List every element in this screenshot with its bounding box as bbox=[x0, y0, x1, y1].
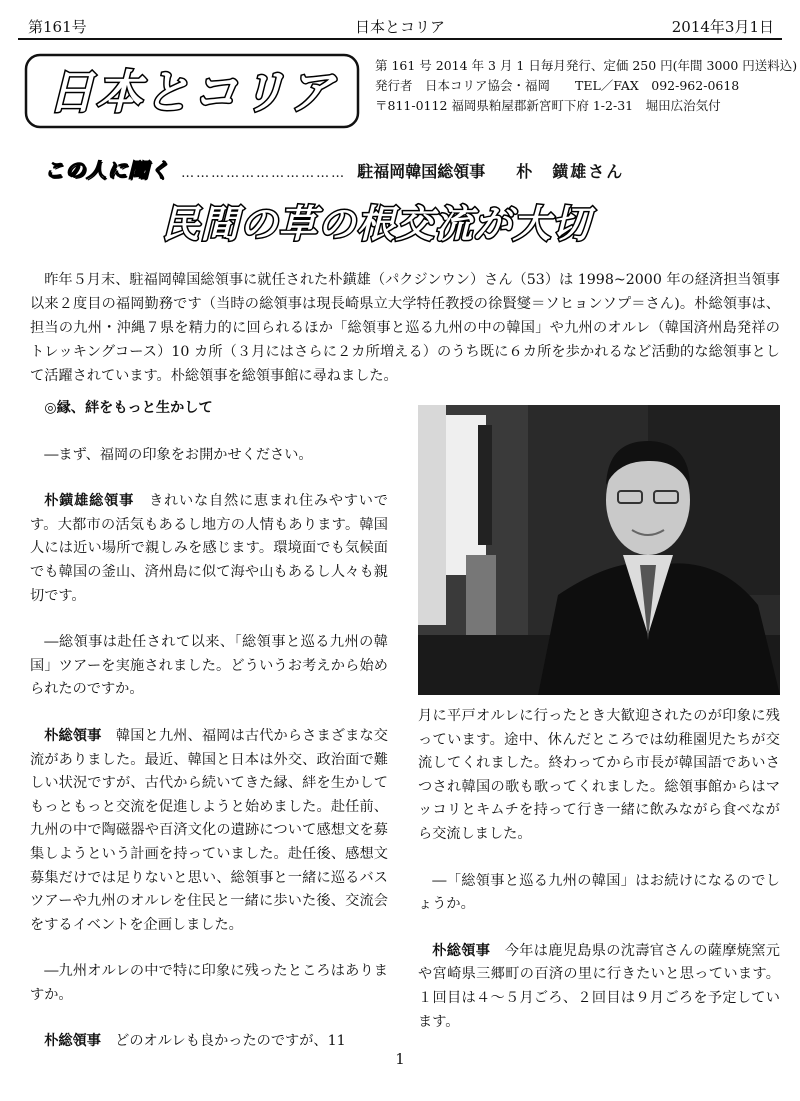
masthead-info bbox=[375, 56, 797, 116]
left-column bbox=[30, 397, 388, 1054]
lead-paragraph: 昨年５月末、駐福岡韓国総領事に就任された朴鐄雄（パクジンウン）さん（53）は 1998~2000 年の経済担当領事以来２度目の福岡勤務です（当時の総領事は現長崎県立大学特任教授の徐賢燮＝ソヒョンソプ＝さん)。朴総領事は、担当の九州・沖縄７県を精力的に回られるほか「総領事と巡る九州の中の韓国」や九州のオルレ（韓国済州島発祥のトレッキングコース）10 カ所（３月にはさらに２カ所増える）のうち既に６カ所を歩かれるなど活動的な総領事として活躍されています。朴総領事を総領事館に尋ねました。 bbox=[30, 272, 780, 384]
newspaper-logo bbox=[24, 53, 360, 129]
question-2: ―総領事は赴任されて以来、｢総領事と巡る九州の韓国」ツアーを実施されました。どういうお考えから始められたのですか。 bbox=[30, 634, 388, 698]
speaker-label: 朴総領事 bbox=[44, 1033, 101, 1050]
issue-date: 2014年3月1日 bbox=[671, 18, 774, 36]
speaker-label: 朴総領事 bbox=[432, 942, 491, 959]
leader-dots: …………………………… bbox=[181, 166, 347, 181]
issue-number: 第161号 bbox=[28, 18, 87, 36]
interviewee-role: 駐福岡韓国総領事 bbox=[357, 162, 486, 181]
page-number: 1 bbox=[395, 1050, 405, 1068]
right-column bbox=[418, 705, 780, 1034]
address-line: 〒811-0112 福岡県粕屋郡新宮町下府 1-2-31 堀田広治気付 bbox=[375, 98, 721, 113]
publisher-line: 発行者 日本コリア協会・福岡 TEL／FAX 092-962-0618 bbox=[375, 78, 740, 93]
interview-kicker: この人に聞く bbox=[44, 158, 170, 182]
speaker-label: 朴総領事 bbox=[44, 727, 102, 744]
headline bbox=[116, 197, 636, 249]
interview-banner bbox=[44, 154, 764, 184]
answer-3: 朴総領事 どのオルレも良かったのですが、11 bbox=[44, 1033, 346, 1050]
speaker-label: 朴鐄雄総領事 bbox=[44, 493, 135, 510]
answer-4: 朴総領事 今年は鹿児島県の沈壽官さんの薩摩焼窯元や宮崎県三郷町の百済の里に行きたいと思っています。１回目は４～５月ごろ、２回目は９月ごろを予定しています。 bbox=[418, 942, 780, 1030]
header-rule bbox=[18, 38, 782, 40]
logo-text: 日本とコリア bbox=[48, 65, 336, 119]
question-4: ―「総領事と巡る九州の韓国」はお続けになるのでしょうか。 bbox=[418, 872, 780, 913]
interviewee-name: 朴 鐄雄さん bbox=[516, 162, 625, 181]
answer-2: 朴総領事 韓国と九州、福岡は古代からさまざまな交流がありました。最近、韓国と日本は外交、政治面で難しい状況ですが、古代から続いてきた縁、絆を生かしてもっともっと交流を促進しようと始めました。赴任前、九州の中で陶磁器や百済文化の遺跡について感想文を募集しようという計画を持っていました。赴任後、感想文募集だけでは足りないと思い、総領事と一緒に巡るバスツアーや九州のオルレを住民と一緒に歩いた後、交流会をするイベントを企画しました。 bbox=[30, 727, 388, 933]
paper-name: 日本とコリア bbox=[354, 18, 445, 36]
consul-general-photo bbox=[418, 405, 780, 695]
section-subhead: ◎縁、絆をもっと生かして bbox=[44, 400, 213, 416]
question-1: ―まず、福岡の印象をお開かせください。 bbox=[44, 446, 313, 463]
answer-3-continued: 月に平戸オルレに行ったとき大歓迎されたのが印象に残っています。途中、休んだところでは幼稚園児たちが交流してくれました。終わってから市長が韓国語であいさつされ韓国の歌も歌ってくれました。総領事館からはマッコリとキムチを持って行き一緒に飲みながら食べながら交流しました。 bbox=[418, 708, 780, 842]
question-3: ―九州オルレの中で特に印象に残ったところはありますか。 bbox=[30, 963, 388, 1003]
publication-line: 第 161 号 2014 年 3 月 1 日毎月発行、定価 250 円(年間 3000 円送料込) bbox=[375, 58, 798, 73]
headline-text: 民間の草の根交流が大切 bbox=[161, 202, 591, 246]
answer-1: 朴鐄雄総領事 きれいな自然に恵まれ住みやすいです。大都市の活気もあるし地方の人情もあります。韓国人には近い場所で親しみを感じます。環境面でも気候面でも韓国の釜山、済州島に似て海や山もあるし人々も親切です。 bbox=[30, 493, 388, 604]
page-header bbox=[18, 14, 782, 36]
